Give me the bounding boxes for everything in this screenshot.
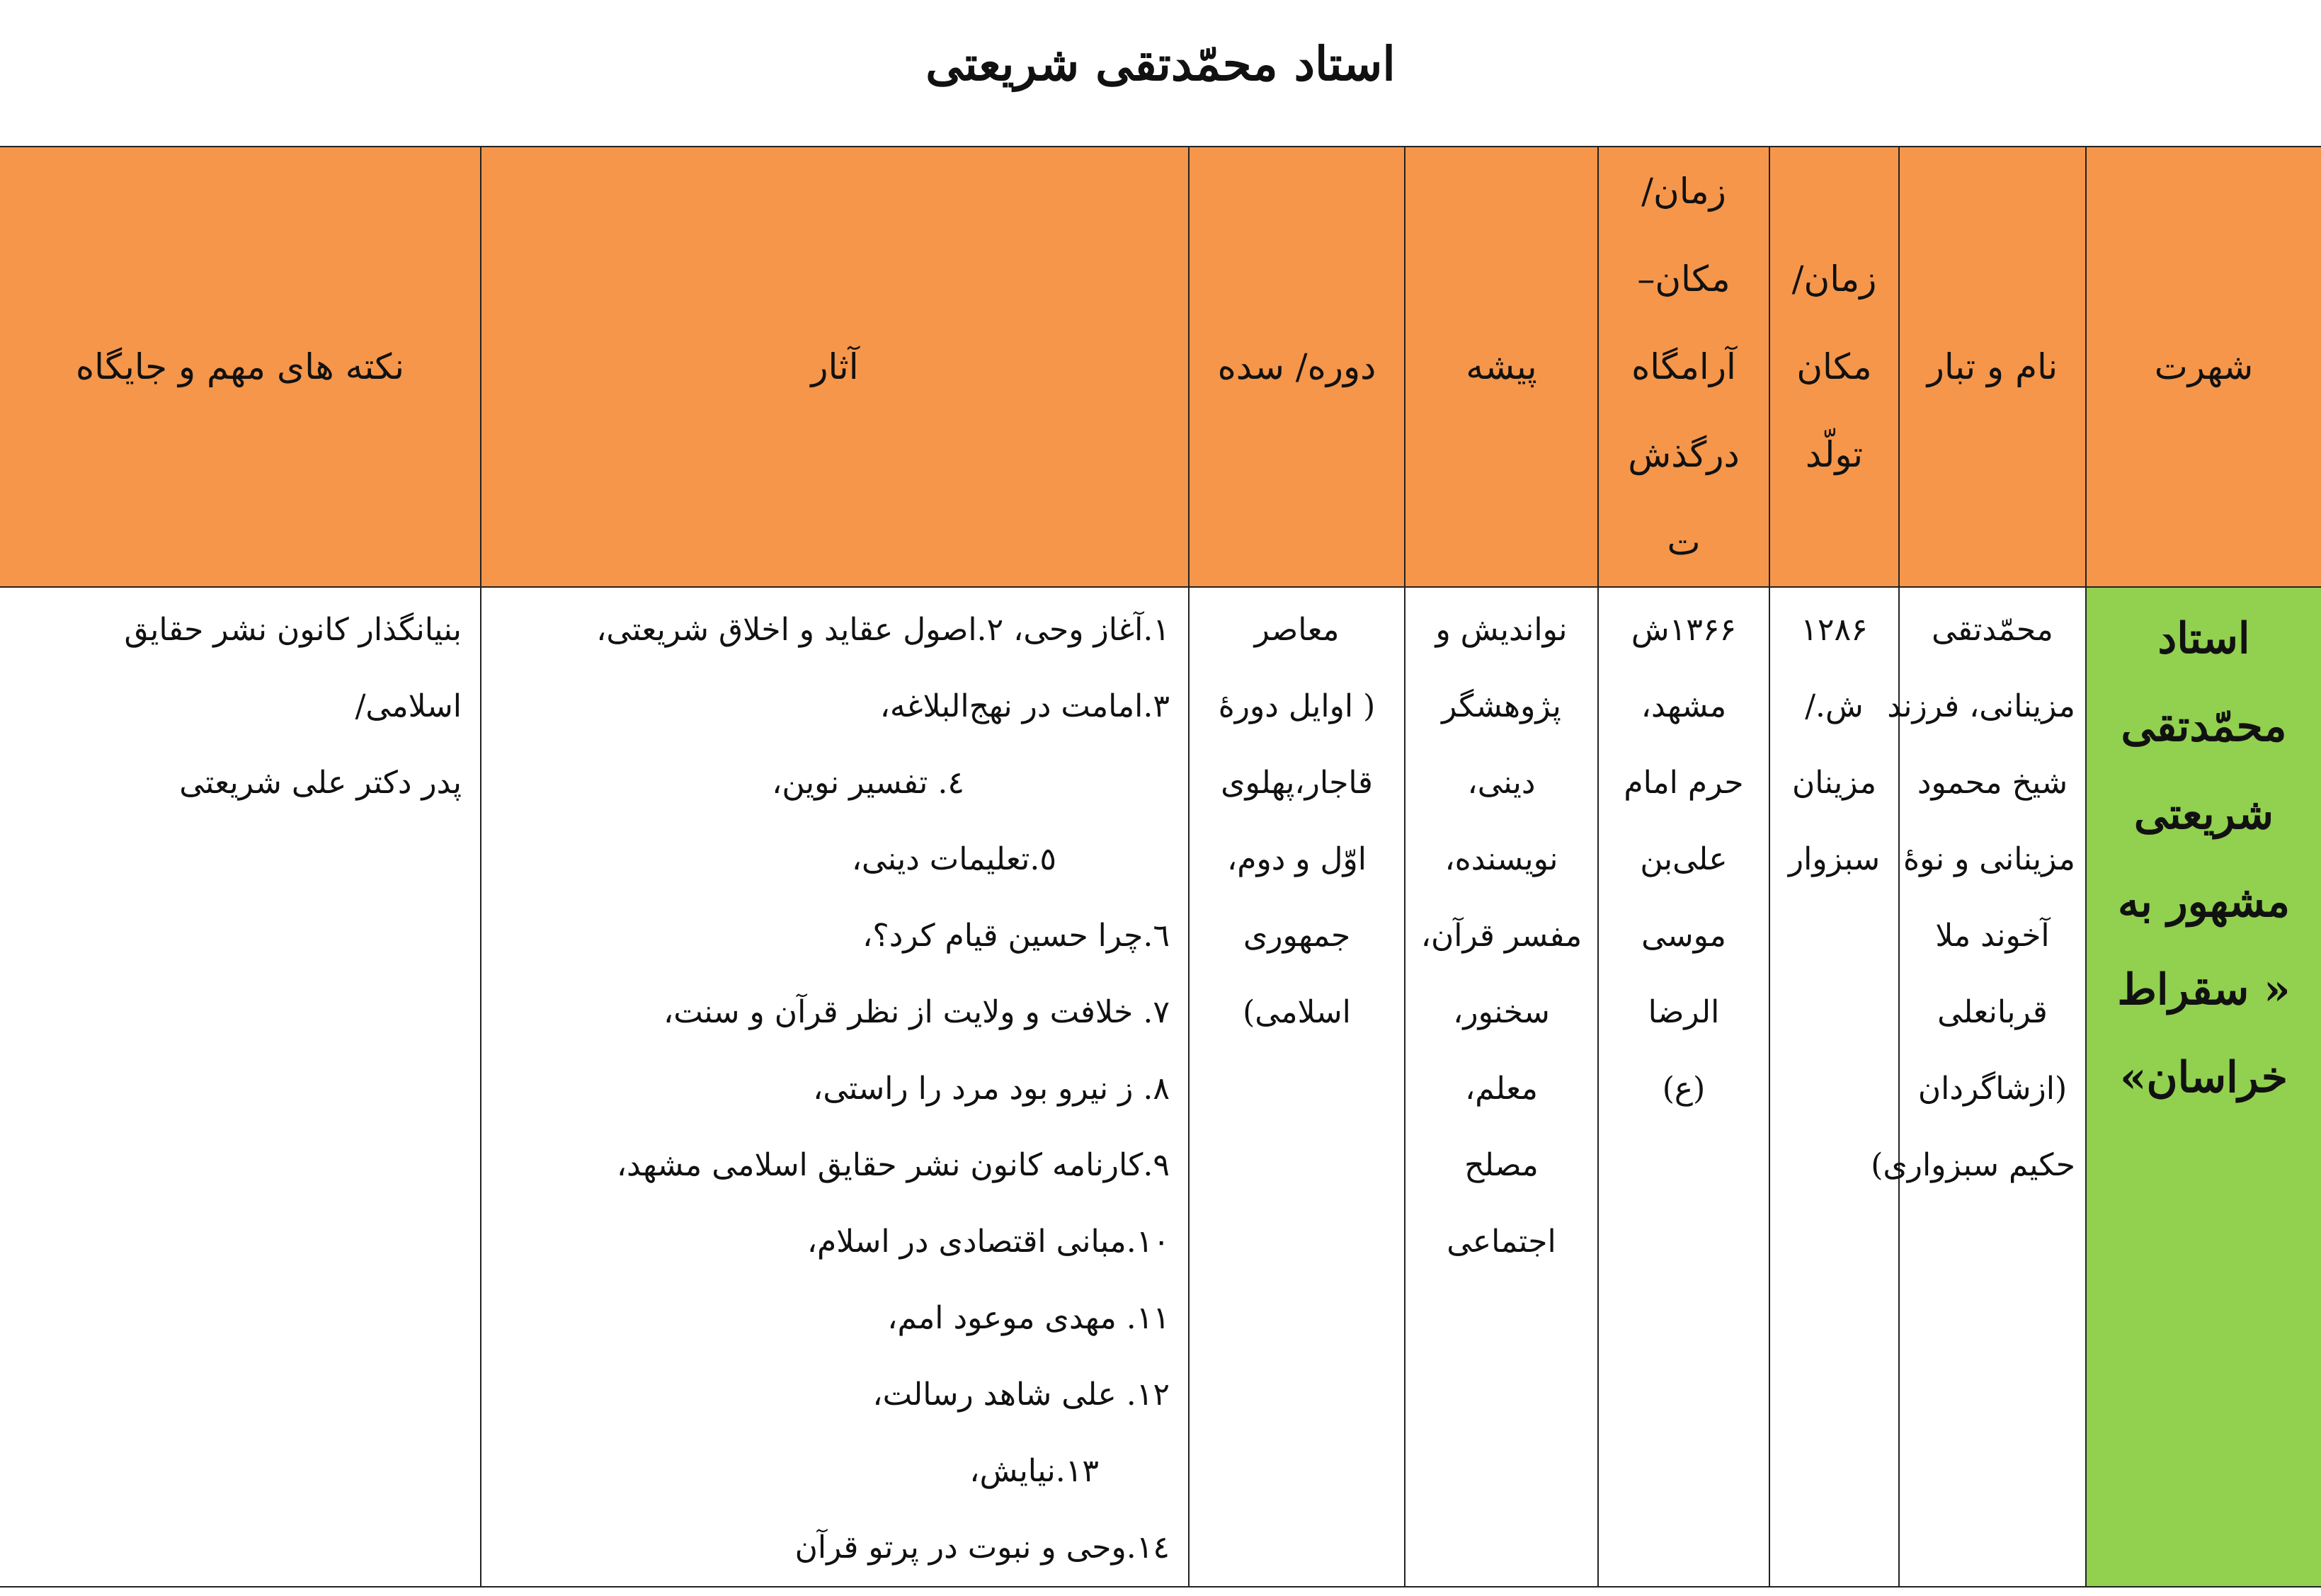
work-item: ٤. تفسیر نوین، [772,765,964,801]
profession-line: اجتماعی [1447,1224,1556,1260]
header-name: نام و تبار [1899,147,2086,587]
name-line: مزینانی و نوهٔ [1903,841,2075,877]
name-line: (ازشاگردان [1917,1071,2068,1107]
cell-notes [0,587,481,1587]
work-item: ۹.کارنامه کانون نشر حقایق اسلامی مشهد، [616,1147,1170,1183]
work-item: ٥.تعلیمات دینی، [851,841,1056,877]
header-birth-line: مکان [1796,346,1872,387]
header-era: دوره/ سده [1189,147,1405,587]
header-works: آثار [481,147,1189,587]
profession-line: معلم، [1465,1071,1538,1107]
fame-line: « سقراط [2117,965,2291,1015]
work-item: ۸. ز نیرو بود مرد را راستی، [813,1071,1170,1107]
header-birth-line: زمان/ [1791,258,1877,300]
cell-birth [1769,587,1899,1587]
era-line: ( اوایل دورهٔ [1218,688,1376,724]
header-death-line: درگذش [1628,434,1740,475]
work-item: ۱۰.مبانی اقتصادی در اسلام، [806,1224,1170,1260]
cell-era [1189,587,1405,1587]
birth-line: سبزوار [1788,841,1881,877]
cell-death [1598,587,1769,1587]
profession-line: دینی، [1467,765,1536,801]
era-line: اسلامی) [1243,994,1351,1030]
cell-profession [1405,587,1598,1587]
page-title: استاد محمّدتقی شریعتی [925,36,1396,91]
work-item: ۱۱. مهدی موعود امم، [887,1300,1170,1336]
notes-line: بنیانگذار کانون نشر حقایق [124,612,462,648]
work-item: ۷. خلافت و ولایت از نظر قرآن و سنت، [663,994,1170,1030]
cell-fame [2086,587,2321,1587]
work-item: ۳.امامت در نهج‌البلاغه، [879,688,1170,724]
work-item: ٦.چرا حسین قیام کرد؟، [862,918,1170,954]
name-line: آخوند ملا [1935,918,2050,954]
notes-line: پدر دکتر علی شریعتی [179,765,462,801]
name-line: مزینانی، فرزند [1887,688,2075,724]
name-line: شیخ محمود [1917,765,2068,801]
profession-line: مصلح [1464,1147,1539,1183]
header-death-line: زمان/ [1641,171,1726,212]
biography-table [0,146,2321,1588]
work-item: ۱۳.نیایش، [969,1453,1099,1489]
fame-line: شریعتی [2133,790,2274,839]
era-line: جمهوری [1243,918,1351,954]
header-death [1598,147,1769,587]
death-line: موسی [1641,918,1726,954]
header-death-line: آرامگاه [1631,346,1736,387]
table-row [0,587,2321,1587]
name-line: قربانعلی [1937,994,2048,1030]
profession-line: پژوهشگر [1442,688,1561,724]
fame-line: مشهور به [2117,877,2291,927]
notes-line: اسلامی/ [355,688,462,724]
name-line: محمّدتقی [1932,612,2053,648]
birth-line: ش./ [1805,688,1864,724]
profession-line: نواندیش و [1435,612,1568,648]
profession-line: سخنور، [1453,994,1550,1030]
header-birth-line: تولّد [1805,434,1864,475]
work-item: ۱.آغاز وحی، ۲.اصول عقاید و اخلاق شریعتی، [596,612,1170,648]
death-line: مشهد، [1641,688,1727,724]
header-birth [1769,147,1899,587]
fame-line: محمّدتقی [2121,702,2287,751]
death-line: الرضا [1648,994,1720,1030]
fame-line: استاد [2157,614,2250,663]
era-line: اوّل و دوم، [1227,841,1367,877]
death-line: ۱۳۶۶ش [1631,612,1737,648]
header-row [0,147,2321,587]
era-line: قاجار،پهلوی [1221,765,1373,801]
header-notes: نکته های مهم و جایگاه [0,147,481,587]
work-item: ۱٤.وحی و نبوت در پرتو قرآن [794,1529,1170,1566]
profession-line: نویسنده، [1444,841,1558,877]
cell-works [481,587,1189,1587]
era-line: معاصر [1254,612,1340,648]
header-fame: شهرت [2086,147,2321,587]
cell-name [1871,587,2086,1587]
work-item: ۱۲. علی شاهد رسالت، [872,1376,1170,1413]
header-death-line: مکان– [1637,258,1730,300]
death-line: علی‌بن [1640,841,1728,877]
profession-line: مفسر قرآن، [1420,918,1582,954]
death-line: (ع) [1662,1071,1706,1107]
header-profession: پیشه [1405,147,1598,587]
birth-line: ۱۲۸۶ [1801,612,1868,648]
name-line: حکیم سبزواری) [1871,1147,2075,1183]
header-death-line: ت [1667,522,1701,563]
birth-line: مزینان [1791,765,1877,801]
death-line: حرم امام [1624,765,1744,801]
fame-line: خراسان» [2120,1053,2288,1102]
